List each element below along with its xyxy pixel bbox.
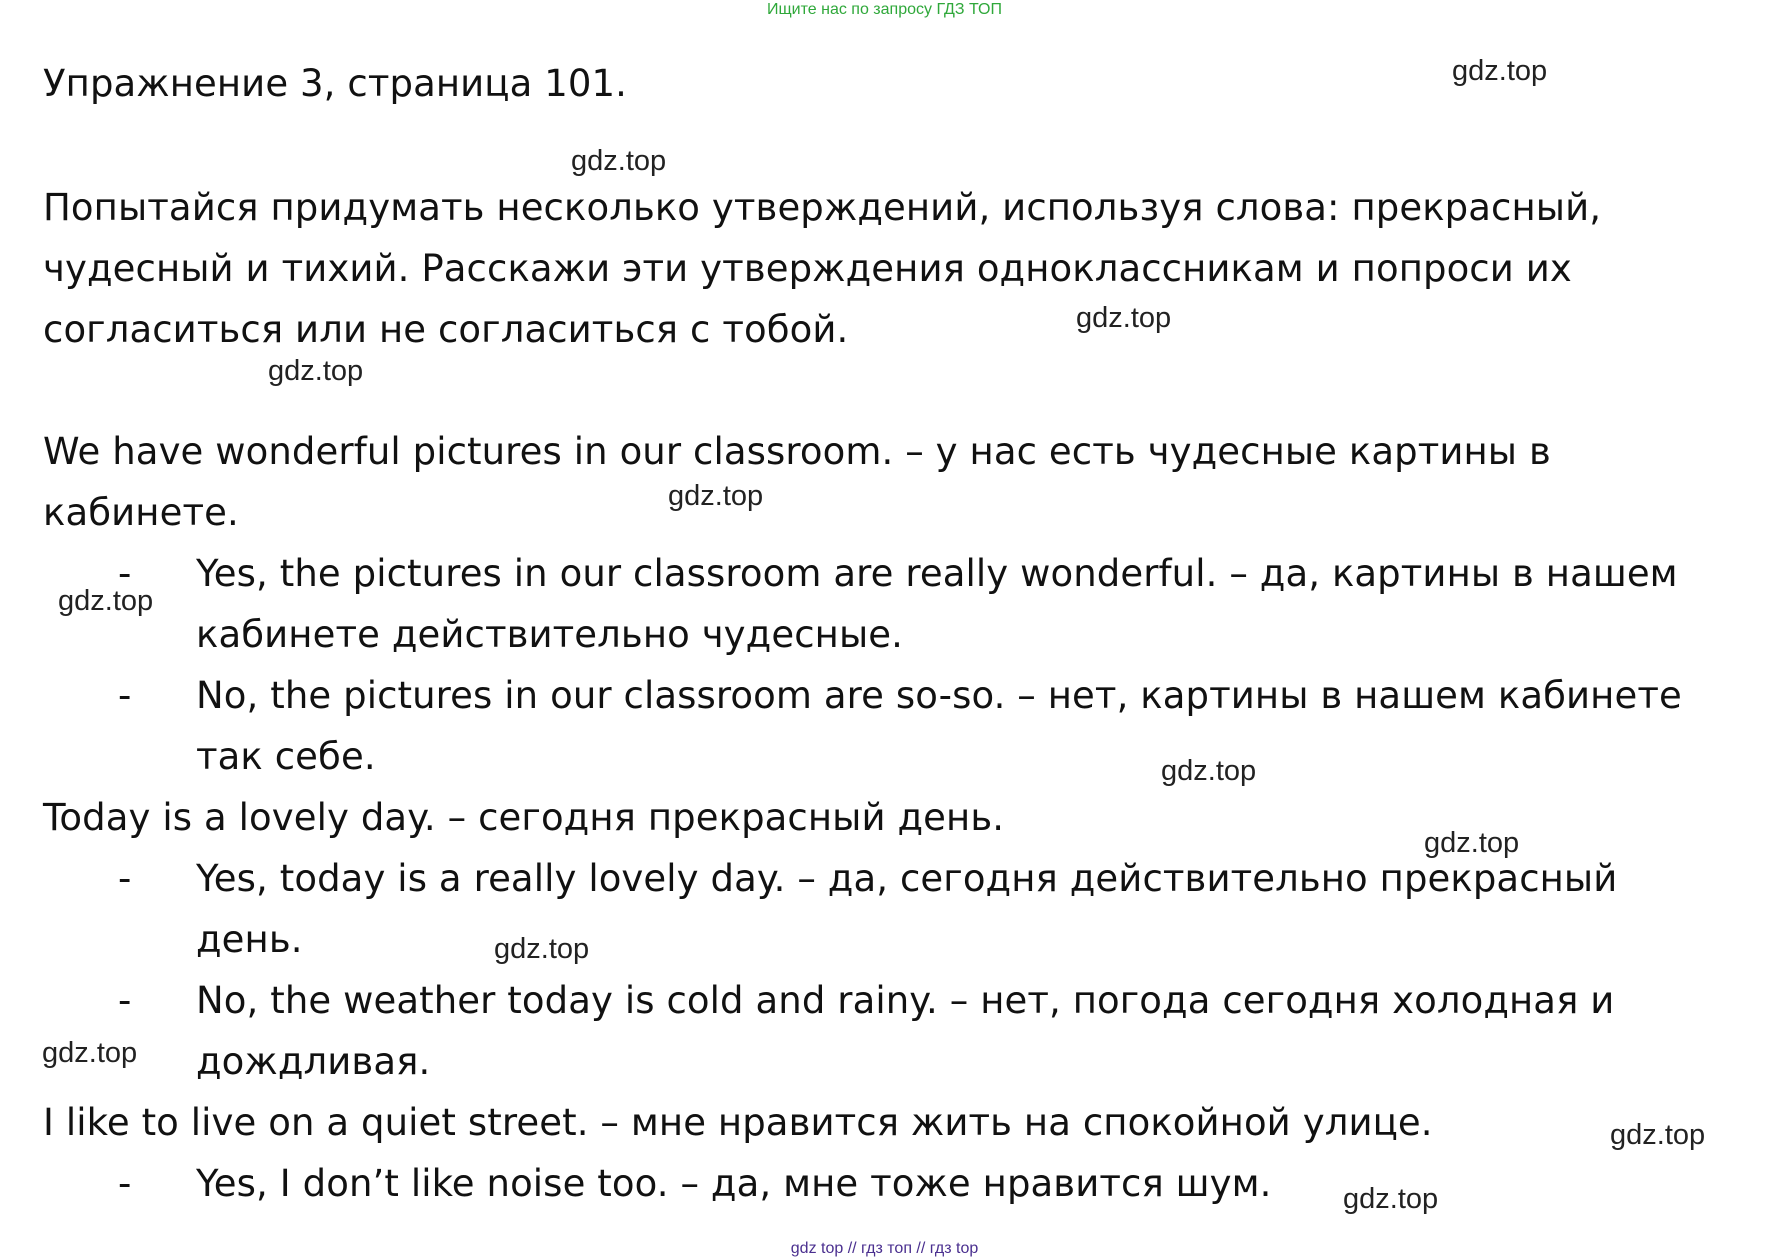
- search-banner: Ищите нас по запросу ГДЗ ТОП: [767, 1, 1002, 18]
- statement-2-no-line-2: дождливая.: [196, 1040, 431, 1083]
- statement-2-yes-line-1: Yes, today is a really lovely day. – да, сегодня действительно прекрасный: [196, 857, 1618, 900]
- statement-2-no-line-1: No, the weather today is cold and rainy. – нет, погода сегодня холодная и: [196, 979, 1615, 1022]
- watermark: gdz.top: [1452, 55, 1548, 87]
- watermark: gdz.top: [1424, 827, 1520, 859]
- watermark: gdz.top: [494, 933, 590, 965]
- bullet-dash: -: [118, 979, 132, 1022]
- instruction-line-2: чудесный и тихий. Расскажи эти утверждения одноклассникам и попроси их: [43, 247, 1572, 290]
- statement-2: Today is a lovely day. – сегодня прекрасный день.: [43, 796, 1005, 839]
- watermark: gdz.top: [1343, 1183, 1439, 1215]
- footer-links: gdz top // гдз топ // гдз top: [790, 1240, 979, 1257]
- watermark: gdz.top: [1610, 1119, 1706, 1151]
- watermark: gdz.top: [1076, 302, 1172, 334]
- watermark: gdz.top: [1161, 755, 1257, 787]
- exercise-title: Упражнение 3, страница 101.: [43, 62, 628, 105]
- statement-1-line-1: We have wonderful pictures in our classroom. – у нас есть чудесные картины в: [43, 430, 1551, 473]
- watermark: gdz.top: [571, 145, 667, 177]
- statement-2-yes-line-2: день.: [196, 918, 303, 961]
- statement-1-yes-line-1: Yes, the pictures in our classroom are really wonderful. – да, картины в нашем: [196, 552, 1678, 595]
- bullet-dash: -: [118, 674, 132, 717]
- watermark: gdz.top: [268, 355, 364, 387]
- bullet-dash: -: [118, 552, 132, 595]
- watermark: gdz.top: [42, 1037, 138, 1069]
- watermark: gdz.top: [58, 585, 154, 617]
- statement-1-line-2: кабинете.: [43, 491, 239, 534]
- watermark: gdz.top: [668, 480, 764, 512]
- instruction-line-1: Попытайся придумать несколько утверждений, используя слова: прекрасный,: [43, 186, 1602, 229]
- bullet-dash: -: [118, 1162, 132, 1205]
- statement-1-no-line-2: так себе.: [196, 735, 376, 778]
- statement-1-no-line-1: No, the pictures in our classroom are so-so. – нет, картины в нашем кабинете: [196, 674, 1682, 717]
- statement-3-yes: Yes, I don’t like noise too. – да, мне тоже нравится шум.: [196, 1162, 1272, 1205]
- instruction-line-3: согласиться или не согласиться с тобой.: [43, 308, 849, 351]
- statement-1-yes-line-2: кабинете действительно чудесные.: [196, 613, 903, 656]
- statement-3: I like to live on a quiet street. – мне нравится жить на спокойной улице.: [43, 1101, 1433, 1144]
- bullet-dash: -: [118, 857, 132, 900]
